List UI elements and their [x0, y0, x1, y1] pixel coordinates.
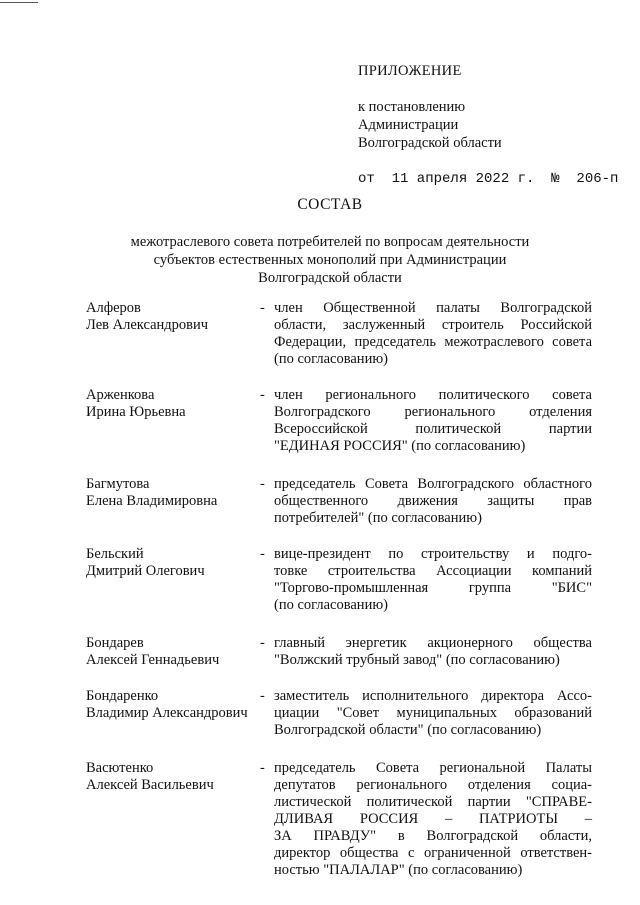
member-dash: -: [260, 476, 265, 492]
position-line: заместитель исполнительного директора Ассо-: [274, 688, 592, 704]
member-name: [86, 300, 260, 368]
member-surname: Васютенко: [86, 760, 154, 776]
member-given: Елена Владимировна: [86, 493, 218, 509]
position-line: товке строительства Ассоциации компаний: [274, 563, 592, 579]
member-row: [86, 546, 592, 614]
attachment-line: к постановлению: [358, 99, 466, 115]
position-line: директор общества с ограниченной ответствен-: [274, 845, 592, 861]
position-line: председатель Совета региональной Палаты: [274, 760, 592, 776]
position-line: области, заслуженный строитель Российской: [274, 317, 592, 333]
position-line: председатель Совета Волгоградского областного: [274, 476, 592, 492]
member-position: [274, 546, 592, 614]
document-heading: СОСТАВ: [297, 196, 363, 213]
member-name: [86, 476, 260, 527]
attachment-reference: [358, 98, 618, 152]
position-line: (по согласованию): [274, 351, 388, 367]
member-surname: Арженкова: [86, 387, 155, 403]
member-name: [86, 760, 260, 879]
member-name: [86, 635, 260, 669]
position-line: потребителей" (по согласованию): [274, 510, 482, 526]
member-position: [274, 300, 592, 368]
member-surname: Алферов: [86, 300, 141, 316]
position-line: Всероссийской политической партии: [274, 421, 592, 437]
corner-mark: [0, 2, 38, 3]
position-line: член регионального политического совета: [274, 387, 592, 403]
position-line: "Торгово-промышленная группа "БИС": [274, 580, 592, 596]
member-dash: -: [260, 546, 265, 562]
member-row: [86, 760, 592, 879]
position-line: вице-президент по строительству и подго-: [274, 546, 592, 562]
member-surname: Бондаренко: [86, 688, 159, 704]
position-line: циации "Совет муниципальных образований: [274, 705, 592, 721]
attachment-line: Администрации: [358, 117, 459, 133]
member-given: Дмитрий Олегович: [86, 563, 205, 579]
member-dash: -: [260, 387, 265, 403]
member-surname: Багмутова: [86, 476, 150, 492]
member-given: Алексей Геннадьевич: [86, 652, 220, 668]
position-line: ЗА ПРАВДУ" в Волгоградской области,: [274, 828, 592, 844]
member-position: [274, 476, 592, 527]
attachment-block: [358, 62, 618, 188]
member-surname: Бельский: [86, 546, 144, 562]
position-line: "Волжский трубный завод" (по согласованию): [274, 652, 560, 668]
member-given: Лев Александрович: [86, 317, 209, 333]
member-name: [86, 546, 260, 614]
document-subtitle: [100, 233, 560, 287]
position-line: листической политической партии "СПРАВЕ-: [274, 794, 592, 810]
position-line: член Общественной палаты Волгоградской: [274, 300, 592, 316]
member-given: Владимир Александрович: [86, 705, 248, 721]
attachment-line: Волгоградской области: [358, 135, 502, 151]
member-row: [86, 387, 592, 455]
position-line: ДЛИВАЯ РОССИЯ – ПАТРИОТЫ –: [274, 811, 592, 827]
member-row: [86, 635, 592, 669]
member-dash: -: [260, 760, 265, 776]
position-line: Волгоградского регионального отделения: [274, 404, 592, 420]
position-line: общественного движения защиты прав: [274, 493, 592, 509]
member-position: [274, 387, 592, 455]
member-dash: -: [260, 635, 265, 651]
member-name: [86, 688, 260, 739]
member-row: [86, 300, 592, 368]
member-name: [86, 387, 260, 455]
member-row: [86, 688, 592, 739]
position-line: "ЕДИНАЯ РОССИЯ" (по согласованию): [274, 438, 526, 454]
member-position: [274, 688, 592, 739]
member-position: [274, 635, 592, 669]
position-line: Волгоградской области" (по согласованию): [274, 722, 542, 738]
member-position: [274, 760, 592, 879]
position-line: Федерации, председатель межотраслевого совета: [274, 334, 592, 350]
subtitle-line: субъектов естественных монополий при Администрации: [153, 252, 507, 268]
member-row: [86, 476, 592, 527]
attachment-title: ПРИЛОЖЕНИЕ: [358, 63, 462, 79]
subtitle-line: Волгоградской области: [258, 270, 402, 286]
position-line: (по согласованию): [274, 597, 388, 613]
subtitle-line: межотраслевого совета потребителей по вопросам деятельности: [130, 234, 530, 250]
position-line: депутатов регионального отделения социа-: [274, 777, 592, 793]
member-dash: -: [260, 688, 265, 704]
position-line: ностью "ПАЛАЛАР" (по согласованию): [274, 862, 523, 878]
members-list: [86, 300, 592, 898]
member-given: Ирина Юрьевна: [86, 404, 186, 420]
member-surname: Бондарев: [86, 635, 144, 651]
date-number-line: от 11 апреля 2022 г. № 206-п: [358, 171, 619, 187]
member-given: Алексей Васильевич: [86, 777, 214, 793]
member-dash: -: [260, 300, 265, 316]
position-line: главный энергетик акционерного общества: [274, 635, 592, 651]
